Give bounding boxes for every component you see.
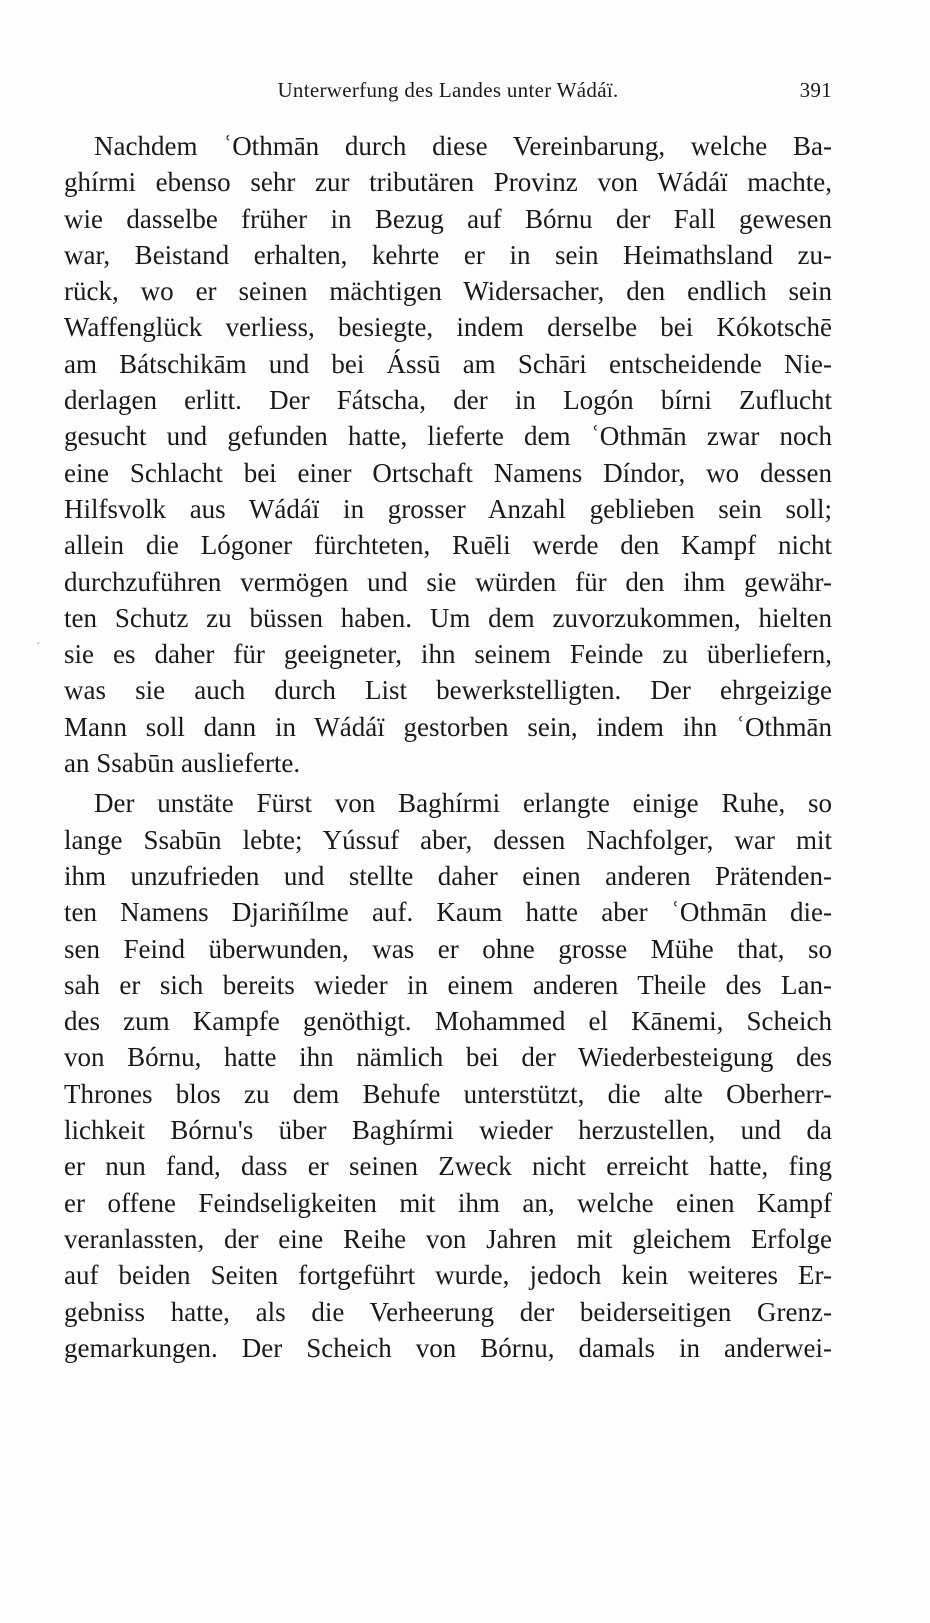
text-line: durchzuführen vermögen und sie würden für den ihm gewähr- (64, 566, 832, 597)
running-title: Unterwerfung des Landes unter Wádáï. (277, 78, 619, 102)
text-line: ghírmi ebenso sehr zur tributären Provinz von Wádáï machte, (64, 167, 832, 198)
text-line: Nachdem ʿOthmān durch diese Vereinbarung, welche Ba- (94, 131, 832, 161)
page-number: 391 (799, 78, 832, 102)
margin-mark: · (36, 637, 41, 652)
text-line: Hilfsvolk aus Wádáï in grosser Anzahl geblieben sein soll; (64, 493, 832, 524)
text-line: Waffenglück verliess, besiegte, indem derselbe bei Kókotschē (64, 312, 832, 343)
text-line: sie es daher für geeigneter, ihn seinem Feinde zu überliefern, (64, 639, 832, 670)
paragraph (64, 785, 832, 1366)
text-line: Thrones blos zu dem Behufe unterstützt, die alte Oberherr- (64, 1078, 832, 1109)
text-line: Mann soll dann in Wádáï gestorben sein, indem ihn ʿOthmān (64, 711, 832, 742)
text-line: wie dasselbe früher in Bezug auf Bórnu der Fall gewesen (64, 203, 832, 234)
text-line: rück, wo er seinen mächtigen Widersacher, den endlich sein (64, 276, 832, 307)
text-line: gebniss hatte, als die Verheerung der beiderseitigen Grenz- (64, 1296, 832, 1327)
text-line: was sie auch durch List bewerkstelligten. Der ehrgeizige (64, 675, 832, 706)
text-line: allein die Lógoner fürchteten, Ruēli werde den Kampf nicht (64, 530, 832, 561)
text-line: war, Beistand erhalten, kehrte er in sein Heimathsland zu- (64, 239, 832, 270)
text-line: lichkeit Bórnu's über Baghírmi wieder herzustellen, und da (64, 1115, 832, 1146)
text-line: er offene Feindseligkeiten mit ihm an, welche einen Kampf (64, 1187, 832, 1218)
text-line: von Bórnu, hatte ihn nämlich bei der Wiederbesteigung des (64, 1042, 832, 1073)
text-line: veranlassten, der eine Reihe von Jahren mit gleichem Erfolge (64, 1223, 832, 1254)
text-line: des zum Kampfe genöthigt. Mohammed el Kānemi, Scheich (64, 1006, 832, 1037)
text-line: am Bátschikām und bei Ássū am Schāri entscheidende Nie- (64, 348, 832, 379)
text-line: an Ssabūn auslieferte. (64, 748, 301, 779)
text-line: lange Ssabūn lebte; Yússuf aber, dessen Nachfolger, war mit (64, 824, 832, 855)
running-head (64, 78, 832, 108)
text-line: auf beiden Seiten fortgeführt wurde, jedoch kein weiteres Er- (64, 1260, 832, 1291)
text-line: ihm unzufrieden und stellte daher einen anderen Prätenden- (64, 860, 832, 891)
text-line: Der unstäte Fürst von Baghírmi erlangte einige Ruhe, so (94, 788, 832, 819)
text-line: gesucht und gefunden hatte, lieferte dem ʿOthmān zwar noch (64, 421, 832, 452)
paragraph (64, 128, 832, 781)
text-line: sah er sich bereits wieder in einem anderen Theile des Lan- (64, 969, 832, 1000)
text-line: eine Schlacht bei einer Ortschaft Namens Díndor, wo dessen (64, 457, 832, 488)
text-line: sen Feind überwunden, was er ohne grosse Mühe that, so (64, 933, 832, 964)
text-line: gemarkungen. Der Scheich von Bórnu, damals in anderwei- (64, 1332, 832, 1363)
text-line: er nun fand, dass er seinen Zweck nicht erreicht hatte, fing (64, 1151, 832, 1182)
text-line: ten Namens Djariñílme auf. Kaum hatte aber ʿOthmān die- (64, 897, 832, 928)
text-line: derlagen erlitt. Der Fátscha, der in Logón bírni Zuflucht (64, 385, 832, 416)
text-line: ten Schutz zu büssen haben. Um dem zuvorzukommen, hielten (64, 602, 832, 633)
body-text (64, 128, 832, 1366)
